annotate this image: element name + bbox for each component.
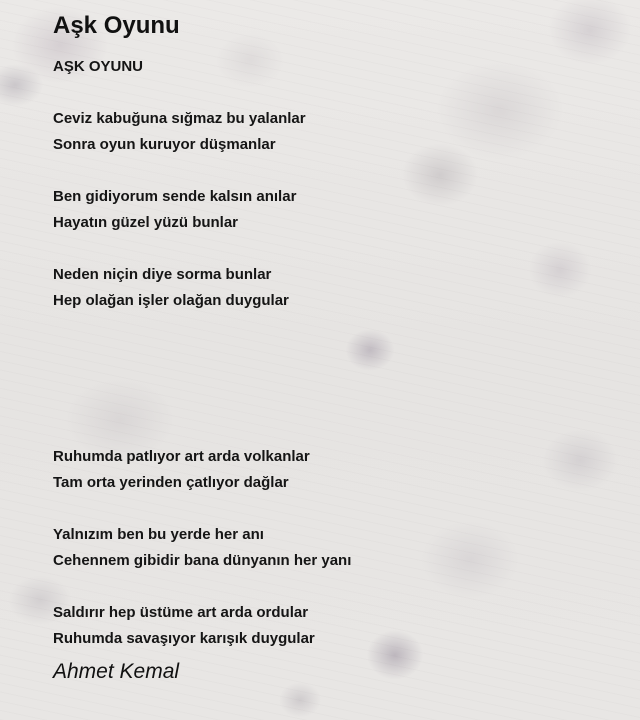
stanza-break <box>53 574 613 600</box>
poem-title: Aşk Oyunu <box>53 12 180 39</box>
poem-line: Sonra oyun kuruyor düşmanlar <box>53 136 276 153</box>
stanza-break <box>53 366 613 392</box>
poem-line: Neden niçin diye sorma bunlar <box>53 266 272 283</box>
stanza-5 <box>53 522 613 574</box>
stanza-6 <box>53 600 613 652</box>
poem-author: Ahmet Kemal <box>53 660 180 683</box>
poem-line: Yalnızım ben bu yerde her anı <box>53 526 264 543</box>
poem-line: Saldırır hep üstüme art arda ordular <box>53 604 309 621</box>
stanza-break <box>53 392 613 418</box>
poem-line: Cehennem gibidir bana dünyanın her yanı <box>53 552 352 569</box>
poem-line: Hayatın güzel yüzü bunlar <box>53 214 239 231</box>
stanza-2 <box>53 184 613 236</box>
poem-line: Ben gidiyorum sende kalsın anılar <box>53 188 297 205</box>
stanza-break <box>53 314 613 340</box>
stanza-break <box>53 418 613 444</box>
poem-line: Ceviz kabuğuna sığmaz bu yalanlar <box>53 110 306 127</box>
stanza-4 <box>53 444 613 496</box>
stanza-break <box>53 80 613 106</box>
poem-subtitle: AŞK OYUNU <box>53 58 144 75</box>
stanza-break <box>53 158 613 184</box>
stanza-break <box>53 496 613 522</box>
stanza-1 <box>53 106 613 158</box>
stanza-break <box>53 340 613 366</box>
poem-line: Tam orta yerinden çatlıyor dağlar <box>53 474 289 491</box>
stanza-3 <box>53 262 613 314</box>
stanza-break <box>53 236 613 262</box>
poem-line: Ruhumda savaşıyor karışık duygular <box>53 630 315 647</box>
poem-line: Hep olağan işler olağan duygular <box>53 292 289 309</box>
poem-body <box>53 54 613 652</box>
poem-line: Ruhumda patlıyor art arda volkanlar <box>53 448 310 465</box>
